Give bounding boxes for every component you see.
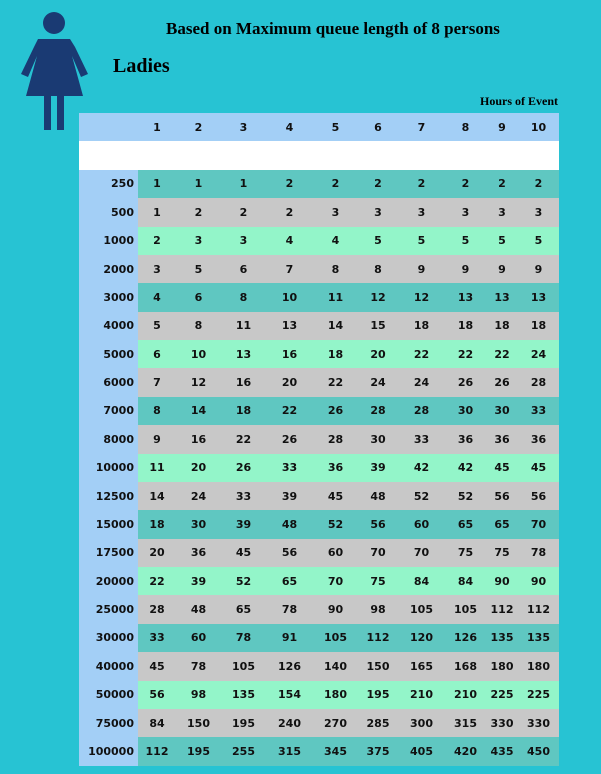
table-cell: 70	[398, 539, 445, 567]
table-cell: 24	[518, 340, 559, 368]
table-cell: 13	[221, 340, 266, 368]
table-cell: 48	[358, 482, 398, 510]
table-cell: 5	[358, 227, 398, 255]
table-cell: 165	[398, 652, 445, 680]
attendees-cell: 15000	[79, 510, 138, 538]
table-cell: 13	[445, 283, 486, 311]
table-cell: 2	[266, 170, 313, 198]
table-cell: 36	[486, 425, 518, 453]
table-cell: 26	[445, 368, 486, 396]
table-cell: 3	[313, 198, 358, 226]
attendees-cell: 50000	[79, 681, 138, 709]
table-cell: 3	[445, 198, 486, 226]
table-cell: 112	[138, 737, 176, 765]
table-cell: 5	[445, 227, 486, 255]
table-cell: 120	[398, 624, 445, 652]
table-cell: 4	[138, 283, 176, 311]
table-cell: 28	[518, 368, 559, 396]
table-cell: 210	[445, 681, 486, 709]
table-cell: 52	[445, 482, 486, 510]
table-cell: 39	[266, 482, 313, 510]
table-cell: 65	[445, 510, 486, 538]
table-cell: 70	[313, 567, 358, 595]
table-cell: 20	[138, 539, 176, 567]
table-cell: 105	[398, 595, 445, 623]
table-cell: 56	[486, 482, 518, 510]
table-cell: 20	[176, 454, 221, 482]
attendees-cell: 7000	[79, 397, 138, 425]
table-cell: 3	[358, 198, 398, 226]
table-cell: 3	[398, 198, 445, 226]
table-cell: 30	[486, 397, 518, 425]
table-cell: 26	[221, 454, 266, 482]
table-cell: 26	[313, 397, 358, 425]
table-cell: 5	[486, 227, 518, 255]
table-cell: 140	[313, 652, 358, 680]
table-cell: 30	[445, 397, 486, 425]
table-cell: 315	[445, 709, 486, 737]
table-cell: 2	[358, 170, 398, 198]
table-cell: 8	[176, 312, 221, 340]
table-cell: 135	[221, 681, 266, 709]
table-cell: 48	[266, 510, 313, 538]
attendees-cell: 25000	[79, 595, 138, 623]
table-cell: 24	[398, 368, 445, 396]
attendees-cell: 20000	[79, 567, 138, 595]
attendees-cell: 75000	[79, 709, 138, 737]
table-cell: 9	[398, 255, 445, 283]
table-cell: 65	[486, 510, 518, 538]
table-cell: 10	[176, 340, 221, 368]
table-cell: 300	[398, 709, 445, 737]
hour-header-cell: 8	[445, 113, 486, 141]
table-cell: 180	[518, 652, 559, 680]
table-cell: 240	[266, 709, 313, 737]
table-cell: 8	[221, 283, 266, 311]
hour-header-cell: 2	[176, 113, 221, 141]
table-cell: 45	[138, 652, 176, 680]
attendees-cell: 250	[79, 170, 138, 198]
table-cell: 18	[138, 510, 176, 538]
table-cell: 2	[518, 170, 559, 198]
table-cell: 24	[176, 482, 221, 510]
table-cell: 3	[221, 227, 266, 255]
table-cell: 285	[358, 709, 398, 737]
table-cell: 60	[176, 624, 221, 652]
table-cell: 22	[313, 368, 358, 396]
table-cell: 126	[266, 652, 313, 680]
table-cell: 2	[221, 198, 266, 226]
table-cell: 3	[518, 198, 559, 226]
table-cell: 70	[518, 510, 559, 538]
table-cell: 210	[398, 681, 445, 709]
table-cell: 30	[358, 425, 398, 453]
table-cell: 28	[313, 425, 358, 453]
table-cell: 90	[313, 595, 358, 623]
table-cell: 39	[221, 510, 266, 538]
table-cell: 10	[266, 283, 313, 311]
table-cell: 330	[518, 709, 559, 737]
table-cell: 225	[518, 681, 559, 709]
table-cell: 195	[221, 709, 266, 737]
table-cell: 5	[398, 227, 445, 255]
table-cell: 4	[313, 227, 358, 255]
attendees-cell: 2000	[79, 255, 138, 283]
table-cell: 154	[266, 681, 313, 709]
table-cell: 7	[266, 255, 313, 283]
table-cell: 36	[445, 425, 486, 453]
table-cell: 3	[138, 255, 176, 283]
table-cell: 2	[266, 198, 313, 226]
table-cell: 4	[266, 227, 313, 255]
page-subtitle: Ladies	[113, 55, 170, 77]
table-cell: 18	[486, 312, 518, 340]
table-cell: 11	[313, 283, 358, 311]
table-cell: 28	[398, 397, 445, 425]
table-cell: 180	[313, 681, 358, 709]
table-cell: 330	[486, 709, 518, 737]
table-cell: 36	[518, 425, 559, 453]
table-cell: 345	[313, 737, 358, 765]
table-cell: 20	[266, 368, 313, 396]
table-cell: 14	[176, 397, 221, 425]
toilet-requirements-table	[79, 113, 559, 766]
table-cell: 24	[358, 368, 398, 396]
table-cell: 1	[138, 198, 176, 226]
table-cell: 84	[445, 567, 486, 595]
table-cell: 225	[486, 681, 518, 709]
table-cell: 5	[518, 227, 559, 255]
table-cell: 195	[358, 681, 398, 709]
table-cell: 2	[486, 170, 518, 198]
table-cell: 98	[176, 681, 221, 709]
table-cell: 3	[176, 227, 221, 255]
table-cell: 33	[138, 624, 176, 652]
table-cell: 52	[313, 510, 358, 538]
page-title: Based on Maximum queue length of 8 persons	[166, 19, 500, 38]
table-cell: 135	[518, 624, 559, 652]
table-cell: 45	[518, 454, 559, 482]
table-cell: 78	[266, 595, 313, 623]
hour-header-cell: 1	[138, 113, 176, 141]
table-cell: 22	[398, 340, 445, 368]
table-cell: 98	[358, 595, 398, 623]
table-cell: 48	[176, 595, 221, 623]
table-cell: 112	[358, 624, 398, 652]
table-cell: 16	[221, 368, 266, 396]
table-cell: 16	[266, 340, 313, 368]
table-cell: 26	[486, 368, 518, 396]
table-cell: 75	[358, 567, 398, 595]
table-cell: 70	[358, 539, 398, 567]
table-cell: 105	[445, 595, 486, 623]
table-cell: 28	[138, 595, 176, 623]
table-cell: 30	[176, 510, 221, 538]
table-cell: 45	[221, 539, 266, 567]
table-cell: 9	[445, 255, 486, 283]
attendees-cell: 3000	[79, 283, 138, 311]
table-cell: 105	[313, 624, 358, 652]
table-cell: 45	[486, 454, 518, 482]
attendees-cell: 100000	[79, 737, 138, 765]
table-cell: 2	[313, 170, 358, 198]
table-cell: 18	[445, 312, 486, 340]
table-cell: 22	[266, 397, 313, 425]
hours-of-event-label: Hours of Event	[480, 94, 558, 108]
attendees-cell: 4000	[79, 312, 138, 340]
table-cell: 45	[313, 482, 358, 510]
hour-header-cell: 7	[398, 113, 445, 141]
table-cell: 150	[176, 709, 221, 737]
table-cell: 42	[445, 454, 486, 482]
table-cell: 91	[266, 624, 313, 652]
table-cell: 33	[221, 482, 266, 510]
table-cell: 8	[358, 255, 398, 283]
table-cell: 1	[176, 170, 221, 198]
table-cell: 168	[445, 652, 486, 680]
table-cell: 2	[445, 170, 486, 198]
table-cell: 15	[358, 312, 398, 340]
table-cell: 22	[445, 340, 486, 368]
table-cell: 36	[313, 454, 358, 482]
table-cell: 1	[138, 170, 176, 198]
attendees-cell: 8000	[79, 425, 138, 453]
table-cell: 22	[486, 340, 518, 368]
table-cell: 75	[445, 539, 486, 567]
table-cell: 13	[266, 312, 313, 340]
table-blank-row	[79, 141, 559, 169]
table-cell: 12	[398, 283, 445, 311]
table-cell: 105	[221, 652, 266, 680]
table-cell: 2	[398, 170, 445, 198]
attendees-cell: 17500	[79, 539, 138, 567]
table-cell: 135	[486, 624, 518, 652]
table-cell: 6	[176, 283, 221, 311]
table-cell: 112	[486, 595, 518, 623]
table-cell: 22	[221, 425, 266, 453]
table-cell: 8	[138, 397, 176, 425]
table-cell: 36	[176, 539, 221, 567]
table-cell: 270	[313, 709, 358, 737]
hour-header-cell: 10	[518, 113, 559, 141]
table-cell: 39	[176, 567, 221, 595]
table-cell: 8	[313, 255, 358, 283]
table-cell: 26	[266, 425, 313, 453]
table-cell: 315	[266, 737, 313, 765]
table-cell: 255	[221, 737, 266, 765]
attendees-cell: 40000	[79, 652, 138, 680]
table-cell: 2	[138, 227, 176, 255]
table-cell: 9	[486, 255, 518, 283]
table-cell: 65	[221, 595, 266, 623]
attendees-cell: 500	[79, 198, 138, 226]
header-corner-cell	[79, 113, 138, 141]
table-cell: 9	[518, 255, 559, 283]
table-cell: 14	[313, 312, 358, 340]
table-cell: 180	[486, 652, 518, 680]
table-cell: 195	[176, 737, 221, 765]
table-cell: 65	[266, 567, 313, 595]
table-cell: 11	[221, 312, 266, 340]
table-cell: 11	[138, 454, 176, 482]
attendees-cell: 5000	[79, 340, 138, 368]
table-cell: 2	[176, 198, 221, 226]
table-cell: 112	[518, 595, 559, 623]
hour-header-cell: 6	[358, 113, 398, 141]
table-cell: 78	[221, 624, 266, 652]
table-cell: 78	[518, 539, 559, 567]
table-cell: 84	[138, 709, 176, 737]
table-cell: 3	[486, 198, 518, 226]
attendees-cell: 10000	[79, 454, 138, 482]
table-cell: 60	[313, 539, 358, 567]
table-cell: 28	[358, 397, 398, 425]
table-cell: 56	[518, 482, 559, 510]
table-cell: 13	[486, 283, 518, 311]
table-cell: 7	[138, 368, 176, 396]
attendees-cell: 30000	[79, 624, 138, 652]
table-cell: 90	[518, 567, 559, 595]
table-cell: 56	[266, 539, 313, 567]
table-cell: 18	[398, 312, 445, 340]
table-cell: 20	[358, 340, 398, 368]
table-cell: 150	[358, 652, 398, 680]
table-cell: 12	[358, 283, 398, 311]
table-cell: 75	[486, 539, 518, 567]
attendees-cell: 6000	[79, 368, 138, 396]
table-cell: 18	[518, 312, 559, 340]
table-cell: 6	[221, 255, 266, 283]
table-cell: 22	[138, 567, 176, 595]
table-cell: 420	[445, 737, 486, 765]
table-cell: 9	[138, 425, 176, 453]
table-cell: 5	[176, 255, 221, 283]
table-cell: 16	[176, 425, 221, 453]
table-cell: 18	[313, 340, 358, 368]
table-cell: 126	[445, 624, 486, 652]
table-cell: 450	[518, 737, 559, 765]
table-cell: 42	[398, 454, 445, 482]
table-cell: 18	[221, 397, 266, 425]
table-cell: 12	[176, 368, 221, 396]
table-cell: 90	[486, 567, 518, 595]
table-cell: 78	[176, 652, 221, 680]
hour-header-cell: 4	[266, 113, 313, 141]
table-cell: 375	[358, 737, 398, 765]
attendees-cell: 12500	[79, 482, 138, 510]
table-cell: 84	[398, 567, 445, 595]
attendees-cell: 1000	[79, 227, 138, 255]
hour-header-cell: 5	[313, 113, 358, 141]
table-cell: 33	[398, 425, 445, 453]
table-cell: 56	[358, 510, 398, 538]
table-cell: 6	[138, 340, 176, 368]
table-cell: 33	[518, 397, 559, 425]
table-cell: 52	[398, 482, 445, 510]
hour-header-cell: 3	[221, 113, 266, 141]
table-cell: 1	[221, 170, 266, 198]
table-cell: 52	[221, 567, 266, 595]
table-cell: 5	[138, 312, 176, 340]
table-cell: 13	[518, 283, 559, 311]
table-cell: 39	[358, 454, 398, 482]
table-cell: 14	[138, 482, 176, 510]
table-cell: 56	[138, 681, 176, 709]
hour-header-cell: 9	[486, 113, 518, 141]
table-cell: 405	[398, 737, 445, 765]
table-cell: 435	[486, 737, 518, 765]
table-cell: 33	[266, 454, 313, 482]
table-cell: 60	[398, 510, 445, 538]
